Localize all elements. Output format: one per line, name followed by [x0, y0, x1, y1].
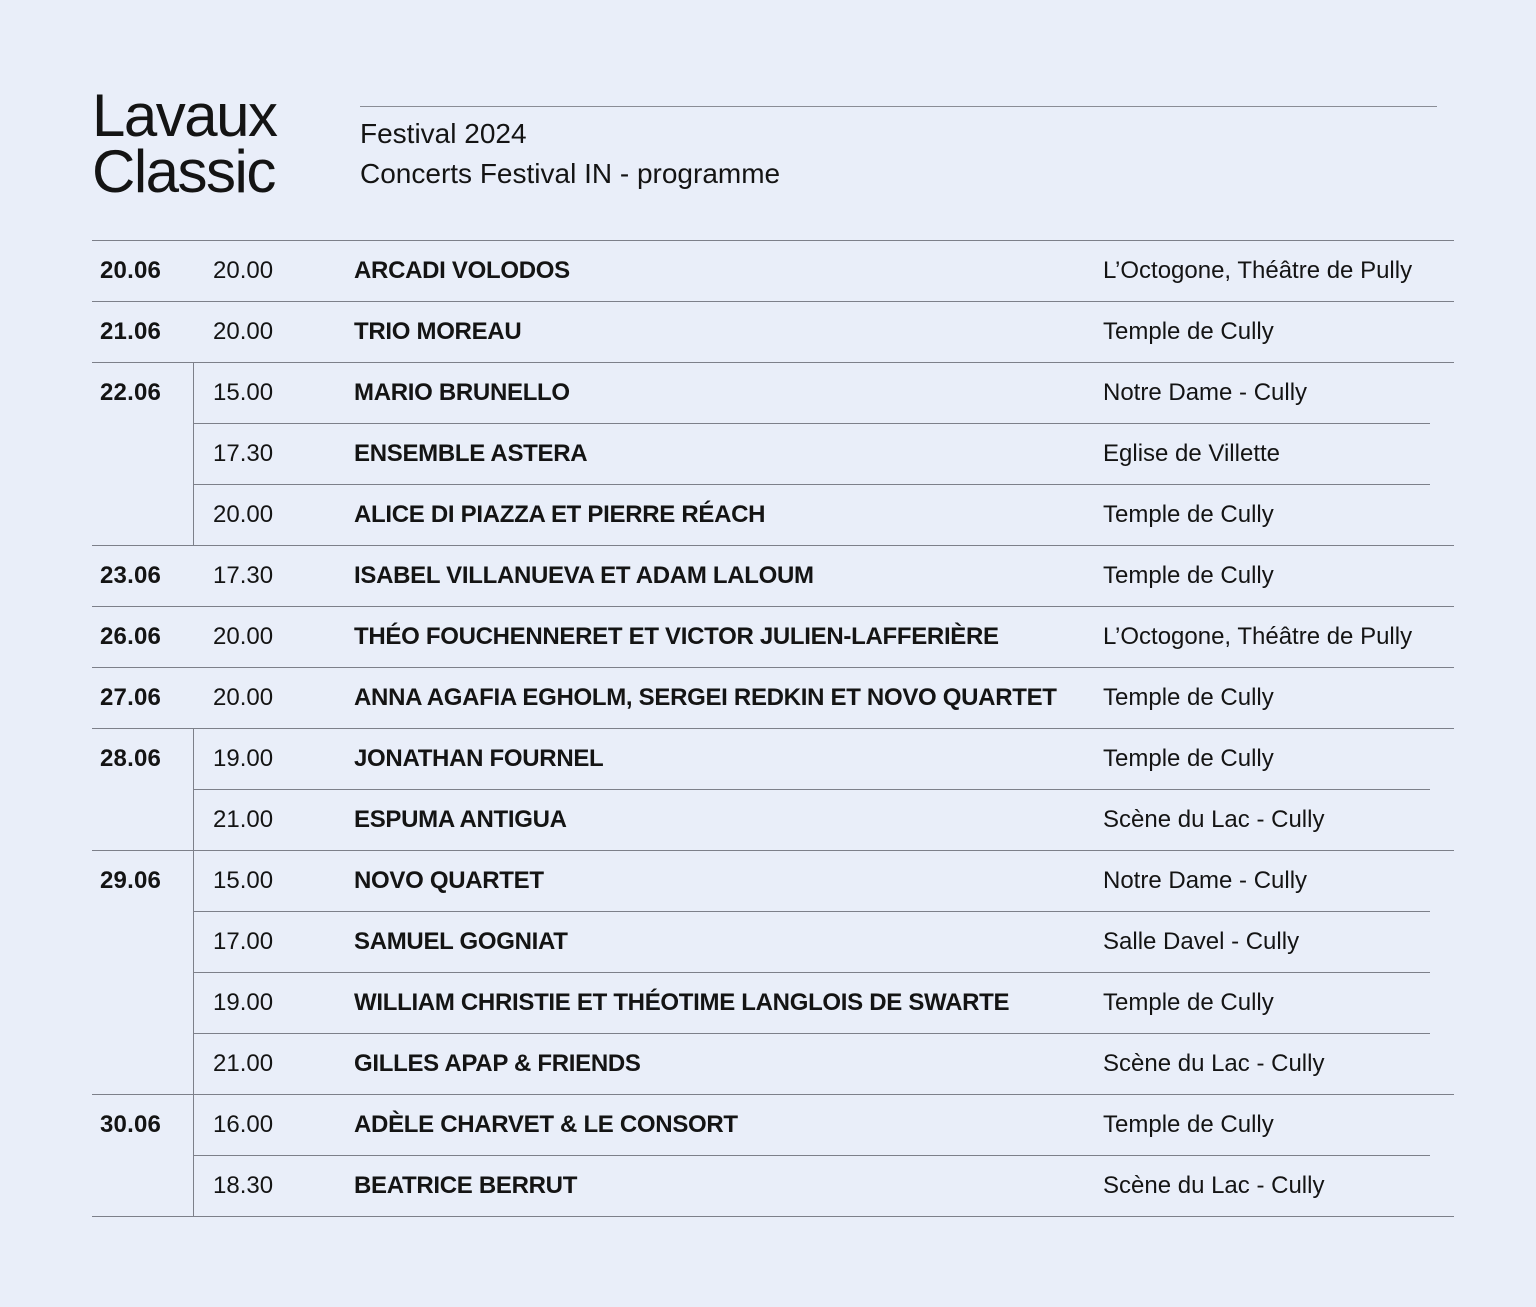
event-time: 20.00	[213, 623, 274, 650]
logo-line-1: Lavaux	[92, 82, 277, 149]
event-venue: Scène du Lac - Cully	[1103, 806, 1325, 833]
day-date: 29.06	[100, 867, 162, 894]
event-artist: BEATRICE BERRUT	[354, 1172, 578, 1199]
event-time: 20.00	[213, 257, 274, 284]
header-divider	[360, 106, 1437, 107]
day-group	[92, 667, 1454, 728]
event-time: 19.00	[213, 745, 274, 772]
event-time: 17.30	[213, 440, 274, 467]
event-artist: ALICE DI PIAZZA ET PIERRE RÉACH	[354, 501, 766, 528]
event-row	[194, 1033, 1430, 1094]
festival-title: Festival 2024	[360, 118, 527, 149]
event-time: 15.00	[213, 867, 274, 894]
day-date: 28.06	[100, 745, 162, 772]
day-group	[92, 301, 1454, 362]
event-venue: Temple de Cully	[1103, 745, 1274, 772]
event-venue: Eglise de Villette	[1103, 440, 1280, 467]
event-time: 16.00	[213, 1111, 274, 1138]
event-time: 20.00	[213, 501, 274, 528]
day-date: 21.06	[100, 318, 162, 345]
event-venue: Temple de Cully	[1103, 684, 1274, 711]
event-time: 18.30	[213, 1172, 274, 1199]
day-group	[92, 728, 1454, 850]
schedule-table	[92, 240, 1454, 1217]
event-artist: WILLIAM CHRISTIE ET THÉOTIME LANGLOIS DE SWARTE	[354, 989, 1010, 1016]
event-row	[194, 911, 1430, 972]
day-group	[92, 1094, 1454, 1217]
programme-title: Concerts Festival IN - programme	[360, 158, 781, 189]
event-venue: Temple de Cully	[1103, 562, 1274, 589]
day-date: 26.06	[100, 623, 162, 650]
event-row	[194, 972, 1430, 1033]
day-date: 20.06	[100, 257, 162, 284]
event-artist: ANNA AGAFIA EGHOLM, SERGEI REDKIN ET NOVO QUARTET	[354, 684, 1057, 711]
event-time: 15.00	[213, 379, 274, 406]
event-row	[194, 484, 1430, 545]
event-venue: L’Octogone, Théâtre de Pully	[1103, 257, 1413, 284]
event-row	[92, 1095, 1454, 1155]
event-row	[92, 668, 1454, 728]
event-row	[92, 729, 1454, 789]
event-row	[92, 302, 1454, 362]
day-group	[92, 850, 1454, 1094]
event-artist: TRIO MOREAU	[354, 318, 522, 345]
event-time: 21.00	[213, 806, 274, 833]
event-venue: L’Octogone, Théâtre de Pully	[1103, 623, 1413, 650]
event-venue: Notre Dame - Cully	[1103, 867, 1308, 894]
event-time: 20.00	[213, 684, 274, 711]
day-group	[92, 362, 1454, 545]
event-time: 17.00	[213, 928, 274, 955]
event-artist: THÉO FOUCHENNERET ET VICTOR JULIEN-LAFFERIÈRE	[354, 623, 999, 650]
event-row	[194, 423, 1430, 484]
event-row	[92, 851, 1454, 911]
event-venue: Scène du Lac - Cully	[1103, 1050, 1325, 1077]
day-date: 30.06	[100, 1111, 162, 1138]
header-subtitle	[360, 114, 780, 194]
event-time: 21.00	[213, 1050, 274, 1077]
event-row	[194, 789, 1430, 850]
event-time: 19.00	[213, 989, 274, 1016]
event-artist: ADÈLE CHARVET & LE CONSORT	[354, 1111, 738, 1138]
event-venue: Temple de Cully	[1103, 989, 1274, 1016]
event-artist: GILLES APAP & FRIENDS	[354, 1050, 641, 1077]
event-artist: SAMUEL GOGNIAT	[354, 928, 568, 955]
event-artist: ENSEMBLE ASTERA	[354, 440, 588, 467]
day-date: 27.06	[100, 684, 162, 711]
day-group	[92, 606, 1454, 667]
event-artist: ISABEL VILLANUEVA ET ADAM LALOUM	[354, 562, 814, 589]
event-artist: JONATHAN FOURNEL	[354, 745, 604, 772]
event-row	[92, 241, 1454, 301]
event-venue: Scène du Lac - Cully	[1103, 1172, 1325, 1199]
event-row	[92, 607, 1454, 667]
event-venue: Temple de Cully	[1103, 501, 1274, 528]
event-artist: NOVO QUARTET	[354, 867, 544, 894]
event-artist: ESPUMA ANTIGUA	[354, 806, 567, 833]
event-venue: Salle Davel - Cully	[1103, 928, 1300, 955]
event-row	[92, 546, 1454, 606]
day-date: 22.06	[100, 379, 162, 406]
event-row	[194, 1155, 1430, 1216]
event-venue: Temple de Cully	[1103, 1111, 1274, 1138]
logo	[92, 82, 277, 205]
event-venue: Notre Dame - Cully	[1103, 379, 1308, 406]
event-row	[92, 363, 1454, 423]
day-date: 23.06	[100, 562, 162, 589]
logo-line-2: Classic	[92, 138, 275, 205]
event-artist: ARCADI VOLODOS	[354, 257, 570, 284]
event-artist: MARIO BRUNELLO	[354, 379, 570, 406]
day-group	[92, 545, 1454, 606]
event-time: 17.30	[213, 562, 274, 589]
event-venue: Temple de Cully	[1103, 318, 1274, 345]
event-time: 20.00	[213, 318, 274, 345]
day-group	[92, 240, 1454, 301]
